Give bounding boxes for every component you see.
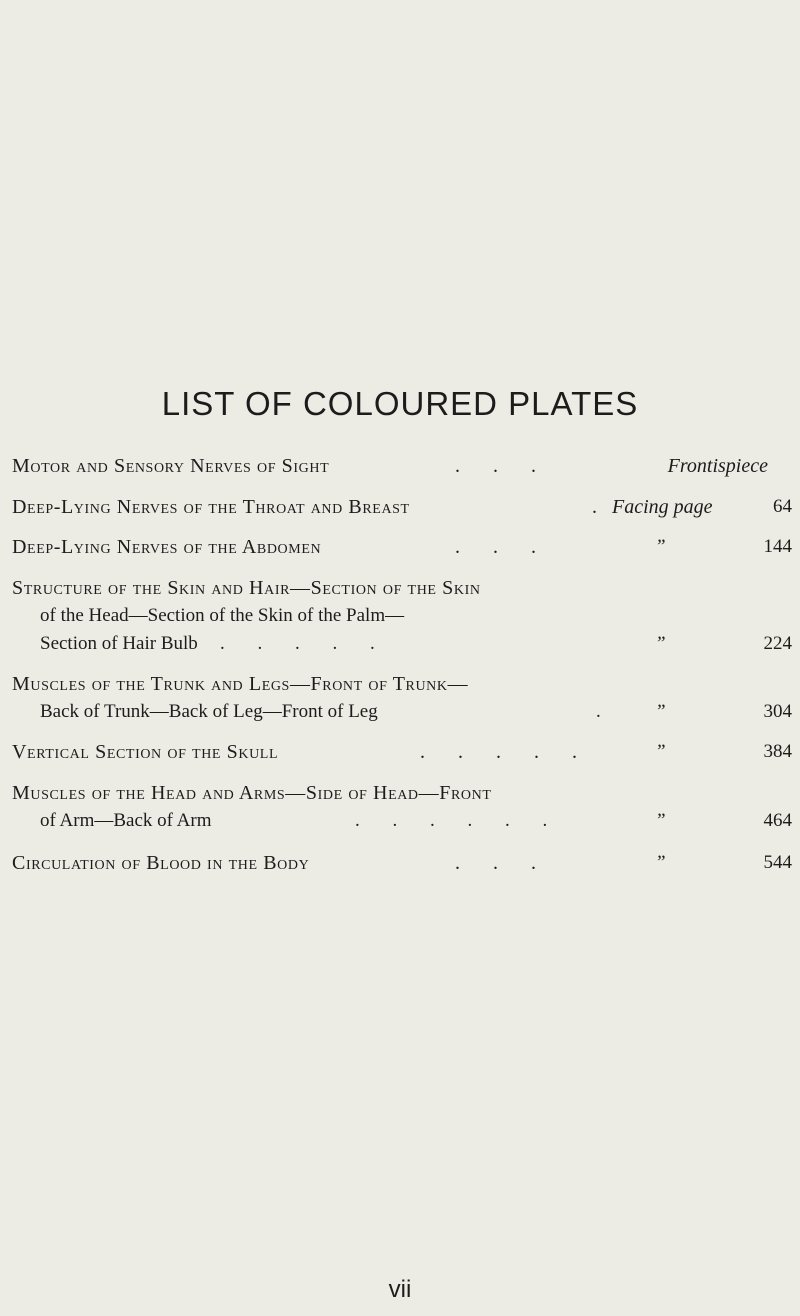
leader-dots: . . . . . . xyxy=(355,810,562,831)
ditto-mark: ” xyxy=(655,810,666,831)
plate-page-number: 64 xyxy=(773,496,792,517)
plate-page-number: 464 xyxy=(763,810,792,831)
plate-page-number: 384 xyxy=(763,741,792,762)
plate-title-line: of the Head—Section of the Skin of the Palm— xyxy=(40,605,405,626)
plate-page-number: 224 xyxy=(763,633,792,654)
plate-reference: Facing page xyxy=(612,496,713,518)
plate-page-number: 144 xyxy=(763,536,792,557)
plate-title-line: Muscles of the Trunk and Legs—Front of Trunk— xyxy=(12,673,469,695)
plate-title-line: Structure of the Skin and Hair—Section of the Skin xyxy=(12,577,481,599)
plate-page-number: 304 xyxy=(763,701,792,722)
page-number-footer: vii xyxy=(388,1276,412,1303)
plate-title-line: Vertical Section of the Skull xyxy=(12,741,279,763)
page-title: LIST OF COLOURED PLATES xyxy=(161,385,639,422)
plate-reference: Frontispiece xyxy=(667,455,768,477)
plate-title-line: Deep-Lying Nerves of the Throat and Breast xyxy=(12,496,410,518)
leader-dots: . . . xyxy=(455,852,550,874)
plate-title-line: of Arm—Back of Arm xyxy=(40,810,212,831)
ditto-mark: ” xyxy=(655,701,666,722)
ditto-mark: ” xyxy=(655,741,666,762)
plate-title-line: Back of Trunk—Back of Leg—Front of Leg xyxy=(40,701,378,722)
plate-title-line: Circulation of Blood in the Body xyxy=(12,852,310,874)
ditto-mark: ” xyxy=(655,536,666,557)
leader-dots: . . . xyxy=(455,455,550,477)
plate-page-number: 544 xyxy=(763,852,792,873)
leader-dots: . . . . . xyxy=(220,633,389,654)
leader-dots: . . . xyxy=(455,536,550,558)
ditto-mark: ” xyxy=(655,852,666,873)
plate-title-line: Deep-Lying Nerves of the Abdomen xyxy=(12,536,322,558)
plate-title-line: Motor and Sensory Nerves of Sight xyxy=(12,455,330,477)
leader-dots: . xyxy=(596,701,615,722)
plate-title-line: Muscles of the Head and Arms—Side of Head—Front xyxy=(12,782,492,804)
ditto-mark: ” xyxy=(655,633,666,654)
plate-title-line: Section of Hair Bulb xyxy=(40,633,198,654)
leader-dots: . xyxy=(592,496,611,518)
leader-dots: . . . . . xyxy=(420,741,591,763)
